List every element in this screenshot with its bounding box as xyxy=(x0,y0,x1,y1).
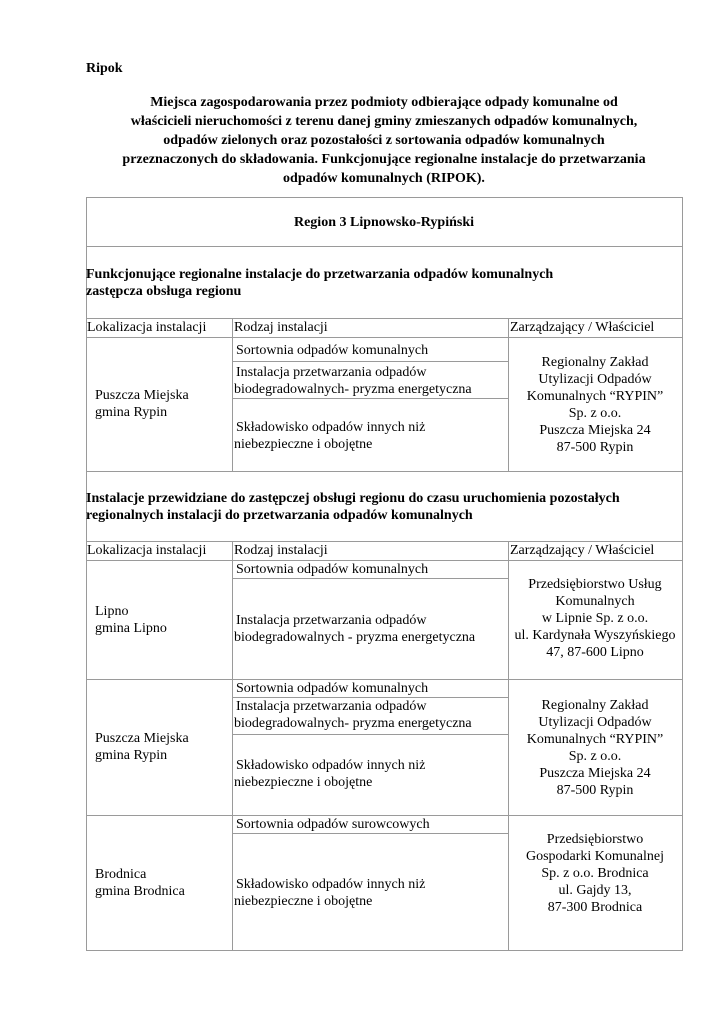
header-type: Rodzaj instalacji xyxy=(234,320,328,335)
owner-line: ul. Gajdy 13, xyxy=(558,883,632,898)
divider xyxy=(86,246,682,247)
owner-line: ul. Kardynała Wyszyńskiego xyxy=(514,628,676,643)
type-cell xyxy=(234,876,425,910)
header-owner: Zarządzający / Właściciel xyxy=(510,543,655,558)
type-line: biodegradowalnych- pryzma energetyczna xyxy=(234,716,472,731)
type-cell: Sortownia odpadów surowcowych xyxy=(236,817,430,832)
location-cell xyxy=(95,387,189,421)
type-cell xyxy=(234,698,472,732)
owner-line: 87-500 Rypin xyxy=(556,783,634,798)
location-line: gmina Lipno xyxy=(95,621,167,636)
owner-line: Regionalny Zakład xyxy=(541,698,649,713)
type-line: Instalacja przetwarzania odpadów xyxy=(236,613,427,628)
section-title-line: Funkcjonujące regionalne instalacje do przetwarzania odpadów komunalnych xyxy=(86,267,554,282)
region-title: Region 3 Lipnowsko-Rypiński xyxy=(293,215,474,230)
location-line: gmina Brodnica xyxy=(95,884,185,899)
section2-title xyxy=(86,490,620,524)
owner-cell xyxy=(508,354,682,456)
section-title-line: zastępcza obsługa regionu xyxy=(86,284,242,299)
location-line: gmina Rypin xyxy=(95,405,168,420)
owner-line: Sp. z o.o. Brodnica xyxy=(541,866,649,881)
location-line: Puszcza Miejska xyxy=(95,731,189,746)
header-location: Lokalizacja instalacji xyxy=(87,320,207,335)
owner-line: 87-300 Brodnica xyxy=(547,900,643,915)
divider xyxy=(86,337,682,338)
heading-line: Miejsca zagospodarowania przez podmioty odbierające odpady komunalne od xyxy=(150,95,618,110)
document-heading xyxy=(86,93,682,188)
type-line: biodegradowalnych- pryzma energetyczna xyxy=(234,382,472,397)
owner-line: Regionalny Zakład xyxy=(541,355,649,370)
owner-line: Sp. z o.o. xyxy=(568,749,622,764)
divider xyxy=(508,318,509,337)
type-line: niebezpieczne i obojętne xyxy=(234,775,373,790)
owner-cell xyxy=(508,831,682,916)
type-line: biodegradowalnych - pryzma energetyczna xyxy=(234,630,476,645)
type-cell xyxy=(234,612,475,646)
heading-line: odpadów komunalnych (RIPOK). xyxy=(283,171,485,186)
type-cell xyxy=(234,364,472,398)
owner-line: Komunalnych “RYPIN” xyxy=(526,732,664,747)
location-cell xyxy=(95,730,189,764)
header-type: Rodzaj instalacji xyxy=(234,543,328,558)
owner-line: w Lipnie Sp. z o.o. xyxy=(541,611,649,626)
owner-cell xyxy=(508,697,682,799)
owner-line: 87-500 Rypin xyxy=(556,440,634,455)
owner-line: Puszcza Miejska 24 xyxy=(539,423,651,438)
section-title-line: Instalacje przewidziane do zastępczej obsługi regionu do czasu uruchomienia pozostałych xyxy=(86,491,620,506)
owner-line: Gospodarki Komunalnej xyxy=(525,849,665,864)
owner-line: Komunalnych xyxy=(555,594,635,609)
type-cell xyxy=(234,419,425,453)
owner-line: Utylizacji Odpadów xyxy=(538,715,652,730)
type-line: Instalacja przetwarzania odpadów xyxy=(236,365,427,380)
owner-line: Przedsiębiorstwo Usług xyxy=(528,577,662,592)
type-line: Składowisko odpadów innych niż xyxy=(236,758,426,773)
type-cell: Sortownia odpadów komunalnych xyxy=(236,562,429,577)
heading-line: przeznaczonych do składowania. Funkcjonujące regionalne instalacje do przetwarzania xyxy=(122,152,646,167)
document-label: Ripok xyxy=(86,61,123,76)
location-cell xyxy=(95,603,167,637)
heading-line: odpadów zielonych oraz pozostałości z sortowania odpadów komunalnych xyxy=(163,133,605,148)
owner-cell xyxy=(508,576,682,661)
type-cell xyxy=(234,757,425,791)
location-line: Lipno xyxy=(95,604,129,619)
divider xyxy=(232,541,233,560)
location-line: Puszcza Miejska xyxy=(95,388,189,403)
heading-line: właścicieli nieruchomości z terenu danej gminy zmieszanych odpadów komunalnych, xyxy=(130,114,638,129)
type-line: Składowisko odpadów innych niż xyxy=(236,420,426,435)
divider xyxy=(232,318,233,337)
type-line: Składowisko odpadów innych niż xyxy=(236,877,426,892)
header-location: Lokalizacja instalacji xyxy=(87,543,207,558)
section1-title xyxy=(86,266,553,300)
type-cell: Sortownia odpadów komunalnych xyxy=(236,343,429,358)
owner-line: Sp. z o.o. xyxy=(568,406,622,421)
type-line: niebezpieczne i obojętne xyxy=(234,894,373,909)
location-line: gmina Rypin xyxy=(95,748,168,763)
location-line: Brodnica xyxy=(95,867,147,882)
owner-line: Komunalnych “RYPIN” xyxy=(526,389,664,404)
type-line: Instalacja przetwarzania odpadów xyxy=(236,699,427,714)
type-cell: Sortownia odpadów komunalnych xyxy=(236,681,429,696)
owner-line: 47, 87-600 Lipno xyxy=(546,645,644,660)
owner-line: Puszcza Miejska 24 xyxy=(539,766,651,781)
owner-line: Przedsiębiorstwo xyxy=(546,832,644,847)
header-owner: Zarządzający / Właściciel xyxy=(510,320,655,335)
section-title-line: regionalnych instalacji do przetwarzania odpadów komunalnych xyxy=(86,508,473,523)
location-cell xyxy=(95,866,185,900)
type-line: niebezpieczne i obojętne xyxy=(234,437,373,452)
divider xyxy=(508,541,509,560)
owner-line: Utylizacji Odpadów xyxy=(538,372,652,387)
